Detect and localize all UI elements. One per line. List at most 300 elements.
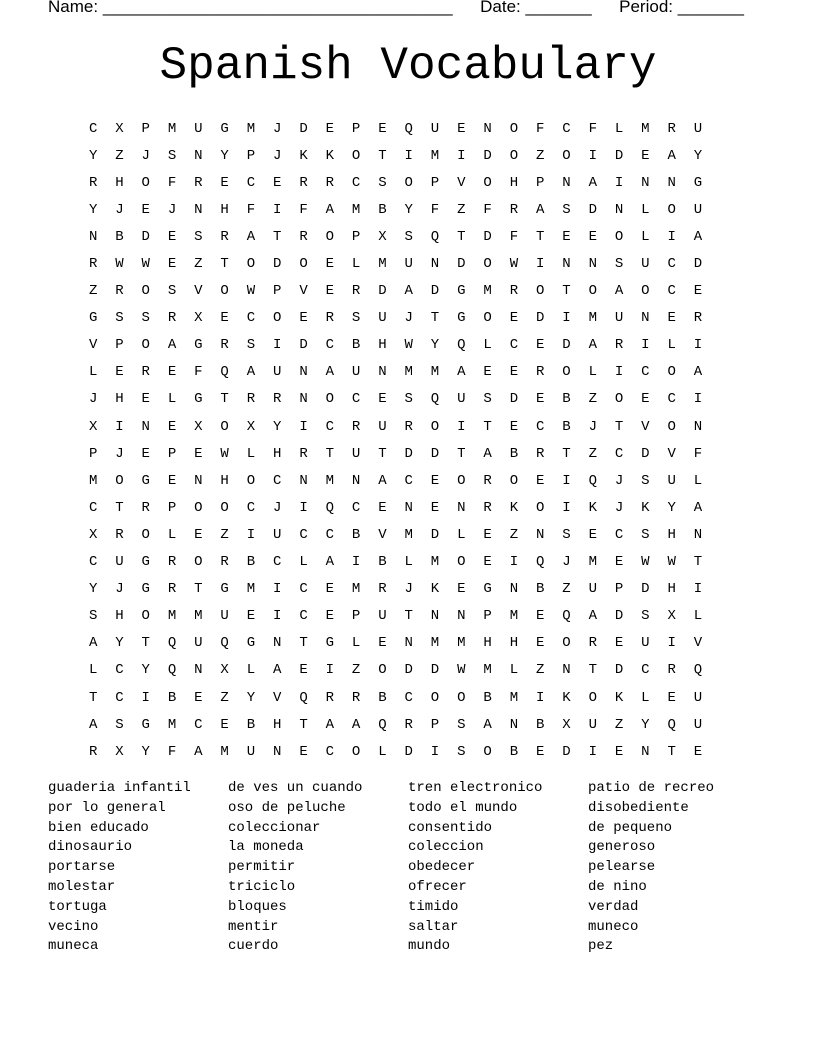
grid-letter[interactable]: C [246, 174, 256, 191]
grid-letter[interactable]: S [457, 716, 466, 733]
grid-letter[interactable]: C [614, 526, 624, 543]
grid-letter[interactable]: K [430, 581, 440, 598]
grid-letter[interactable]: D [641, 581, 650, 598]
grid-letter[interactable]: G [457, 310, 466, 327]
grid-letter[interactable]: B [378, 201, 387, 218]
grid-letter[interactable]: C [325, 337, 335, 354]
grid-letter[interactable]: B [351, 526, 361, 543]
grid-letter[interactable]: Q [693, 662, 703, 679]
grid-letter[interactable]: M [588, 310, 597, 327]
grid-letter[interactable]: T [430, 310, 440, 327]
grid-letter[interactable]: N [641, 174, 650, 191]
grid-letter[interactable]: K [509, 499, 519, 516]
grid-letter[interactable]: W [641, 554, 650, 571]
date-blank[interactable]: _______ [525, 0, 592, 16]
grid-letter[interactable]: N [509, 716, 519, 733]
grid-letter[interactable]: T [614, 418, 624, 435]
grid-letter[interactable]: N [641, 310, 650, 327]
grid-letter[interactable]: E [378, 499, 387, 516]
grid-letter[interactable]: T [378, 147, 387, 164]
grid-letter[interactable]: T [693, 554, 703, 571]
grid-letter[interactable]: Q [430, 391, 440, 408]
grid-letter[interactable]: U [273, 364, 282, 381]
grid-letter[interactable]: R [167, 554, 177, 571]
grid-letter[interactable]: E [141, 391, 150, 408]
grid-letter[interactable]: Q [535, 554, 545, 571]
grid-letter[interactable]: S [167, 147, 177, 164]
grid-letter[interactable]: U [378, 608, 387, 625]
grid-letter[interactable]: D [457, 256, 466, 273]
grid-letter[interactable]: R [509, 283, 519, 300]
grid-letter[interactable]: E [483, 554, 492, 571]
grid-letter[interactable]: A [667, 147, 676, 164]
grid-letter[interactable]: B [378, 554, 387, 571]
grid-letter[interactable]: F [430, 201, 440, 218]
grid-letter[interactable]: I [693, 337, 703, 354]
grid-letter[interactable]: U [693, 689, 703, 706]
grid-letter[interactable]: O [457, 689, 466, 706]
grid-letter[interactable]: C [273, 554, 282, 571]
grid-letter[interactable]: N [194, 201, 203, 218]
grid-letter[interactable]: D [273, 256, 282, 273]
grid-letter[interactable]: X [115, 743, 124, 760]
grid-letter[interactable]: Q [667, 716, 676, 733]
grid-letter[interactable]: C [299, 581, 308, 598]
grid-letter[interactable]: W [141, 256, 150, 273]
grid-letter[interactable]: A [693, 499, 703, 516]
grid-letter[interactable]: N [404, 499, 413, 516]
grid-letter[interactable]: L [641, 689, 650, 706]
grid-letter[interactable]: A [483, 445, 492, 462]
grid-letter[interactable]: I [430, 743, 440, 760]
grid-letter[interactable]: O [457, 554, 466, 571]
grid-letter[interactable]: K [562, 689, 571, 706]
grid-letter[interactable]: F [535, 120, 545, 137]
grid-letter[interactable]: J [614, 472, 624, 489]
grid-letter[interactable]: X [194, 418, 203, 435]
grid-letter[interactable]: R [404, 716, 413, 733]
grid-letter[interactable]: N [299, 364, 308, 381]
grid-letter[interactable]: Q [220, 635, 229, 652]
grid-letter[interactable]: M [483, 662, 492, 679]
grid-letter[interactable]: I [457, 418, 466, 435]
grid-letter[interactable]: G [693, 174, 703, 191]
grid-letter[interactable]: R [535, 364, 545, 381]
grid-letter[interactable]: L [614, 120, 624, 137]
grid-letter[interactable]: B [535, 716, 545, 733]
grid-letter[interactable]: P [535, 174, 545, 191]
grid-letter[interactable]: H [378, 337, 387, 354]
grid-letter[interactable]: B [509, 445, 519, 462]
grid-letter[interactable]: E [220, 174, 229, 191]
grid-letter[interactable]: L [509, 662, 519, 679]
grid-letter[interactable]: L [351, 635, 361, 652]
grid-letter[interactable]: Z [614, 716, 624, 733]
grid-letter[interactable]: R [141, 499, 150, 516]
grid-letter[interactable]: V [378, 526, 387, 543]
grid-letter[interactable]: L [299, 554, 308, 571]
grid-letter[interactable]: D [614, 608, 624, 625]
grid-letter[interactable]: O [562, 147, 571, 164]
grid-letter[interactable]: R [351, 283, 361, 300]
grid-letter[interactable]: Q [167, 635, 177, 652]
grid-letter[interactable]: W [667, 554, 676, 571]
grid-letter[interactable]: R [194, 174, 203, 191]
grid-letter[interactable]: C [273, 472, 282, 489]
grid-letter[interactable]: T [299, 635, 308, 652]
grid-letter[interactable]: R [88, 256, 98, 273]
grid-letter[interactable]: C [88, 554, 98, 571]
grid-letter[interactable]: C [562, 120, 571, 137]
grid-letter[interactable]: O [194, 499, 203, 516]
grid-letter[interactable]: U [614, 310, 624, 327]
grid-letter[interactable]: L [378, 743, 387, 760]
grid-letter[interactable]: H [115, 391, 124, 408]
grid-letter[interactable]: G [141, 472, 150, 489]
grid-letter[interactable]: P [351, 120, 361, 137]
grid-letter[interactable]: C [667, 283, 676, 300]
grid-letter[interactable]: T [378, 445, 387, 462]
grid-letter[interactable]: I [588, 147, 597, 164]
grid-letter[interactable]: T [220, 256, 229, 273]
grid-letter[interactable]: I [325, 662, 335, 679]
grid-letter[interactable]: E [167, 256, 177, 273]
grid-letter[interactable]: M [378, 256, 387, 273]
grid-letter[interactable]: C [404, 472, 413, 489]
grid-letter[interactable]: D [483, 228, 492, 245]
grid-letter[interactable]: R [220, 228, 229, 245]
grid-letter[interactable]: F [167, 174, 177, 191]
grid-letter[interactable]: C [351, 174, 361, 191]
grid-letter[interactable]: I [273, 201, 282, 218]
grid-letter[interactable]: Y [88, 147, 98, 164]
grid-letter[interactable]: R [614, 337, 624, 354]
grid-letter[interactable]: E [457, 120, 466, 137]
grid-letter[interactable]: T [483, 418, 492, 435]
grid-letter[interactable]: A [351, 716, 361, 733]
grid-letter[interactable]: X [115, 120, 124, 137]
grid-letter[interactable]: R [325, 310, 335, 327]
grid-letter[interactable]: E [299, 662, 308, 679]
grid-letter[interactable]: Z [115, 147, 124, 164]
grid-letter[interactable]: O [351, 147, 361, 164]
grid-letter[interactable]: E [378, 635, 387, 652]
grid-letter[interactable]: O [535, 499, 545, 516]
grid-letter[interactable]: U [378, 310, 387, 327]
grid-letter[interactable]: E [115, 364, 124, 381]
grid-letter[interactable]: S [351, 310, 361, 327]
grid-letter[interactable]: L [246, 445, 256, 462]
grid-letter[interactable]: K [641, 499, 650, 516]
grid-letter[interactable]: A [588, 337, 597, 354]
grid-letter[interactable]: I [667, 228, 676, 245]
grid-letter[interactable]: F [246, 201, 256, 218]
grid-letter[interactable]: N [535, 526, 545, 543]
grid-letter[interactable]: O [588, 283, 597, 300]
grid-letter[interactable]: Z [588, 391, 597, 408]
grid-letter[interactable]: T [220, 391, 229, 408]
grid-letter[interactable]: C [246, 499, 256, 516]
grid-letter[interactable]: C [509, 337, 519, 354]
grid-letter[interactable]: S [562, 201, 571, 218]
grid-letter[interactable]: I [588, 743, 597, 760]
grid-letter[interactable]: I [614, 174, 624, 191]
grid-letter[interactable]: S [378, 174, 387, 191]
grid-letter[interactable]: H [509, 635, 519, 652]
grid-letter[interactable]: X [88, 418, 98, 435]
grid-letter[interactable]: N [194, 472, 203, 489]
grid-letter[interactable]: D [430, 662, 440, 679]
grid-letter[interactable]: M [246, 581, 256, 598]
grid-letter[interactable]: Z [535, 147, 545, 164]
grid-letter[interactable]: M [351, 581, 361, 598]
grid-letter[interactable]: R [404, 418, 413, 435]
grid-letter[interactable]: E [141, 445, 150, 462]
grid-letter[interactable]: A [404, 283, 413, 300]
grid-letter[interactable]: C [115, 662, 124, 679]
grid-letter[interactable]: R [325, 689, 335, 706]
grid-letter[interactable]: O [483, 174, 492, 191]
grid-letter[interactable]: C [246, 310, 256, 327]
grid-letter[interactable]: N [273, 635, 282, 652]
grid-letter[interactable]: O [430, 418, 440, 435]
grid-letter[interactable]: R [325, 174, 335, 191]
grid-letter[interactable]: J [273, 147, 282, 164]
grid-letter[interactable]: I [246, 526, 256, 543]
grid-letter[interactable]: J [588, 418, 597, 435]
grid-letter[interactable]: J [141, 147, 150, 164]
grid-letter[interactable]: R [667, 120, 676, 137]
grid-letter[interactable]: E [535, 608, 545, 625]
grid-letter[interactable]: E [220, 716, 229, 733]
grid-letter[interactable]: A [325, 716, 335, 733]
grid-letter[interactable]: H [115, 608, 124, 625]
grid-letter[interactable]: I [509, 554, 519, 571]
grid-letter[interactable]: U [194, 120, 203, 137]
grid-letter[interactable]: P [273, 283, 282, 300]
grid-letter[interactable]: F [483, 201, 492, 218]
grid-letter[interactable]: Z [457, 201, 466, 218]
grid-letter[interactable]: G [141, 581, 150, 598]
grid-letter[interactable]: J [167, 201, 177, 218]
grid-letter[interactable]: Y [404, 201, 413, 218]
grid-letter[interactable]: L [641, 228, 650, 245]
grid-letter[interactable]: P [483, 608, 492, 625]
grid-letter[interactable]: J [404, 581, 413, 598]
grid-letter[interactable]: R [115, 283, 124, 300]
grid-letter[interactable]: M [588, 554, 597, 571]
grid-letter[interactable]: V [641, 418, 650, 435]
grid-letter[interactable]: F [509, 228, 519, 245]
grid-letter[interactable]: X [378, 228, 387, 245]
grid-letter[interactable]: A [588, 174, 597, 191]
grid-letter[interactable]: U [430, 120, 440, 137]
grid-letter[interactable]: D [299, 120, 308, 137]
grid-letter[interactable]: O [220, 283, 229, 300]
grid-letter[interactable]: P [167, 499, 177, 516]
grid-letter[interactable]: C [535, 418, 545, 435]
grid-letter[interactable]: E [641, 391, 650, 408]
grid-letter[interactable]: D [430, 526, 440, 543]
grid-letter[interactable]: N [614, 201, 624, 218]
grid-letter[interactable]: E [220, 310, 229, 327]
grid-letter[interactable]: D [693, 256, 703, 273]
grid-letter[interactable]: E [614, 743, 624, 760]
grid-letter[interactable]: T [273, 228, 282, 245]
grid-letter[interactable]: I [141, 689, 150, 706]
grid-letter[interactable]: P [115, 337, 124, 354]
grid-letter[interactable]: T [457, 445, 466, 462]
grid-letter[interactable]: N [194, 147, 203, 164]
grid-letter[interactable]: V [667, 445, 676, 462]
grid-letter[interactable]: R [378, 581, 387, 598]
grid-letter[interactable]: I [535, 689, 545, 706]
grid-letter[interactable]: S [562, 526, 571, 543]
grid-letter[interactable]: R [667, 662, 676, 679]
grid-letter[interactable]: O [220, 499, 229, 516]
grid-letter[interactable]: O [325, 391, 335, 408]
grid-letter[interactable]: F [693, 445, 703, 462]
grid-letter[interactable]: S [115, 716, 124, 733]
grid-letter[interactable]: M [167, 608, 177, 625]
grid-letter[interactable]: J [88, 391, 98, 408]
grid-letter[interactable]: G [457, 283, 466, 300]
grid-letter[interactable]: M [194, 608, 203, 625]
grid-letter[interactable]: Z [220, 526, 229, 543]
grid-letter[interactable]: O [667, 364, 676, 381]
grid-letter[interactable]: J [614, 499, 624, 516]
grid-letter[interactable]: E [325, 283, 335, 300]
grid-letter[interactable]: N [693, 418, 703, 435]
grid-letter[interactable]: D [483, 147, 492, 164]
grid-letter[interactable]: O [588, 689, 597, 706]
grid-letter[interactable]: I [667, 635, 676, 652]
grid-letter[interactable]: Z [88, 283, 98, 300]
grid-letter[interactable]: O [483, 310, 492, 327]
grid-letter[interactable]: O [562, 635, 571, 652]
grid-letter[interactable]: Y [246, 689, 256, 706]
grid-letter[interactable]: D [404, 662, 413, 679]
grid-letter[interactable]: A [325, 201, 335, 218]
grid-letter[interactable]: N [509, 581, 519, 598]
grid-letter[interactable]: H [509, 174, 519, 191]
grid-letter[interactable]: L [246, 662, 256, 679]
grid-letter[interactable]: N [88, 228, 98, 245]
grid-letter[interactable]: G [194, 391, 203, 408]
grid-letter[interactable]: Y [693, 147, 703, 164]
grid-letter[interactable]: O [483, 743, 492, 760]
grid-letter[interactable]: N [667, 174, 676, 191]
grid-letter[interactable]: E [667, 689, 676, 706]
grid-letter[interactable]: W [220, 445, 229, 462]
grid-letter[interactable]: D [404, 743, 413, 760]
grid-letter[interactable]: A [693, 364, 703, 381]
grid-letter[interactable]: O [641, 283, 650, 300]
grid-letter[interactable]: O [457, 472, 466, 489]
grid-letter[interactable]: Y [641, 716, 650, 733]
grid-letter[interactable]: P [88, 445, 98, 462]
grid-letter[interactable]: E [194, 689, 203, 706]
grid-letter[interactable]: F [588, 120, 597, 137]
grid-letter[interactable]: I [404, 147, 413, 164]
grid-letter[interactable]: C [325, 743, 335, 760]
grid-letter[interactable]: L [693, 472, 703, 489]
grid-letter[interactable]: N [641, 743, 650, 760]
grid-letter[interactable]: X [562, 716, 571, 733]
grid-letter[interactable]: W [509, 256, 519, 273]
grid-letter[interactable]: M [325, 472, 335, 489]
grid-letter[interactable]: U [693, 716, 703, 733]
grid-letter[interactable]: O [378, 662, 387, 679]
grid-letter[interactable]: O [509, 472, 519, 489]
grid-letter[interactable]: I [457, 147, 466, 164]
grid-letter[interactable]: A [614, 283, 624, 300]
grid-letter[interactable]: Z [351, 662, 361, 679]
grid-letter[interactable]: J [404, 310, 413, 327]
grid-letter[interactable]: P [141, 120, 150, 137]
grid-letter[interactable]: X [667, 608, 676, 625]
grid-letter[interactable]: V [194, 283, 203, 300]
grid-letter[interactable]: O [141, 283, 150, 300]
grid-letter[interactable]: B [562, 391, 571, 408]
grid-letter[interactable]: Q [457, 337, 466, 354]
grid-letter[interactable]: O [614, 391, 624, 408]
grid-letter[interactable]: M [483, 283, 492, 300]
grid-letter[interactable]: B [246, 716, 256, 733]
grid-letter[interactable]: X [88, 526, 98, 543]
grid-letter[interactable]: O [141, 174, 150, 191]
grid-letter[interactable]: R [220, 337, 229, 354]
grid-letter[interactable]: P [430, 716, 440, 733]
grid-letter[interactable]: K [588, 499, 597, 516]
grid-letter[interactable]: H [483, 635, 492, 652]
grid-letter[interactable]: U [457, 391, 466, 408]
grid-letter[interactable]: Q [167, 662, 177, 679]
grid-letter[interactable]: S [246, 337, 256, 354]
grid-letter[interactable]: O [246, 472, 256, 489]
grid-letter[interactable]: T [404, 608, 413, 625]
grid-letter[interactable]: C [115, 689, 124, 706]
grid-letter[interactable]: A [246, 228, 256, 245]
grid-letter[interactable]: J [273, 120, 282, 137]
grid-letter[interactable]: E [693, 283, 703, 300]
grid-letter[interactable]: E [299, 743, 308, 760]
grid-letter[interactable]: D [588, 201, 597, 218]
grid-letter[interactable]: S [614, 256, 624, 273]
grid-letter[interactable]: P [351, 608, 361, 625]
grid-letter[interactable]: S [88, 608, 98, 625]
grid-letter[interactable]: T [299, 716, 308, 733]
grid-letter[interactable]: L [667, 337, 676, 354]
grid-letter[interactable]: N [588, 256, 597, 273]
grid-letter[interactable]: U [693, 201, 703, 218]
grid-letter[interactable]: E [483, 526, 492, 543]
grid-letter[interactable]: E [430, 472, 440, 489]
grid-letter[interactable]: N [457, 499, 466, 516]
grid-letter[interactable]: E [562, 228, 571, 245]
grid-letter[interactable]: E [614, 554, 624, 571]
grid-letter[interactable]: N [273, 743, 282, 760]
grid-letter[interactable]: I [273, 337, 282, 354]
grid-letter[interactable]: M [88, 472, 98, 489]
grid-letter[interactable]: B [483, 689, 492, 706]
grid-letter[interactable]: Z [535, 662, 545, 679]
grid-letter[interactable]: I [614, 364, 624, 381]
grid-letter[interactable]: A [588, 608, 597, 625]
grid-letter[interactable]: O [325, 228, 335, 245]
grid-letter[interactable]: T [88, 689, 98, 706]
grid-letter[interactable]: G [141, 716, 150, 733]
